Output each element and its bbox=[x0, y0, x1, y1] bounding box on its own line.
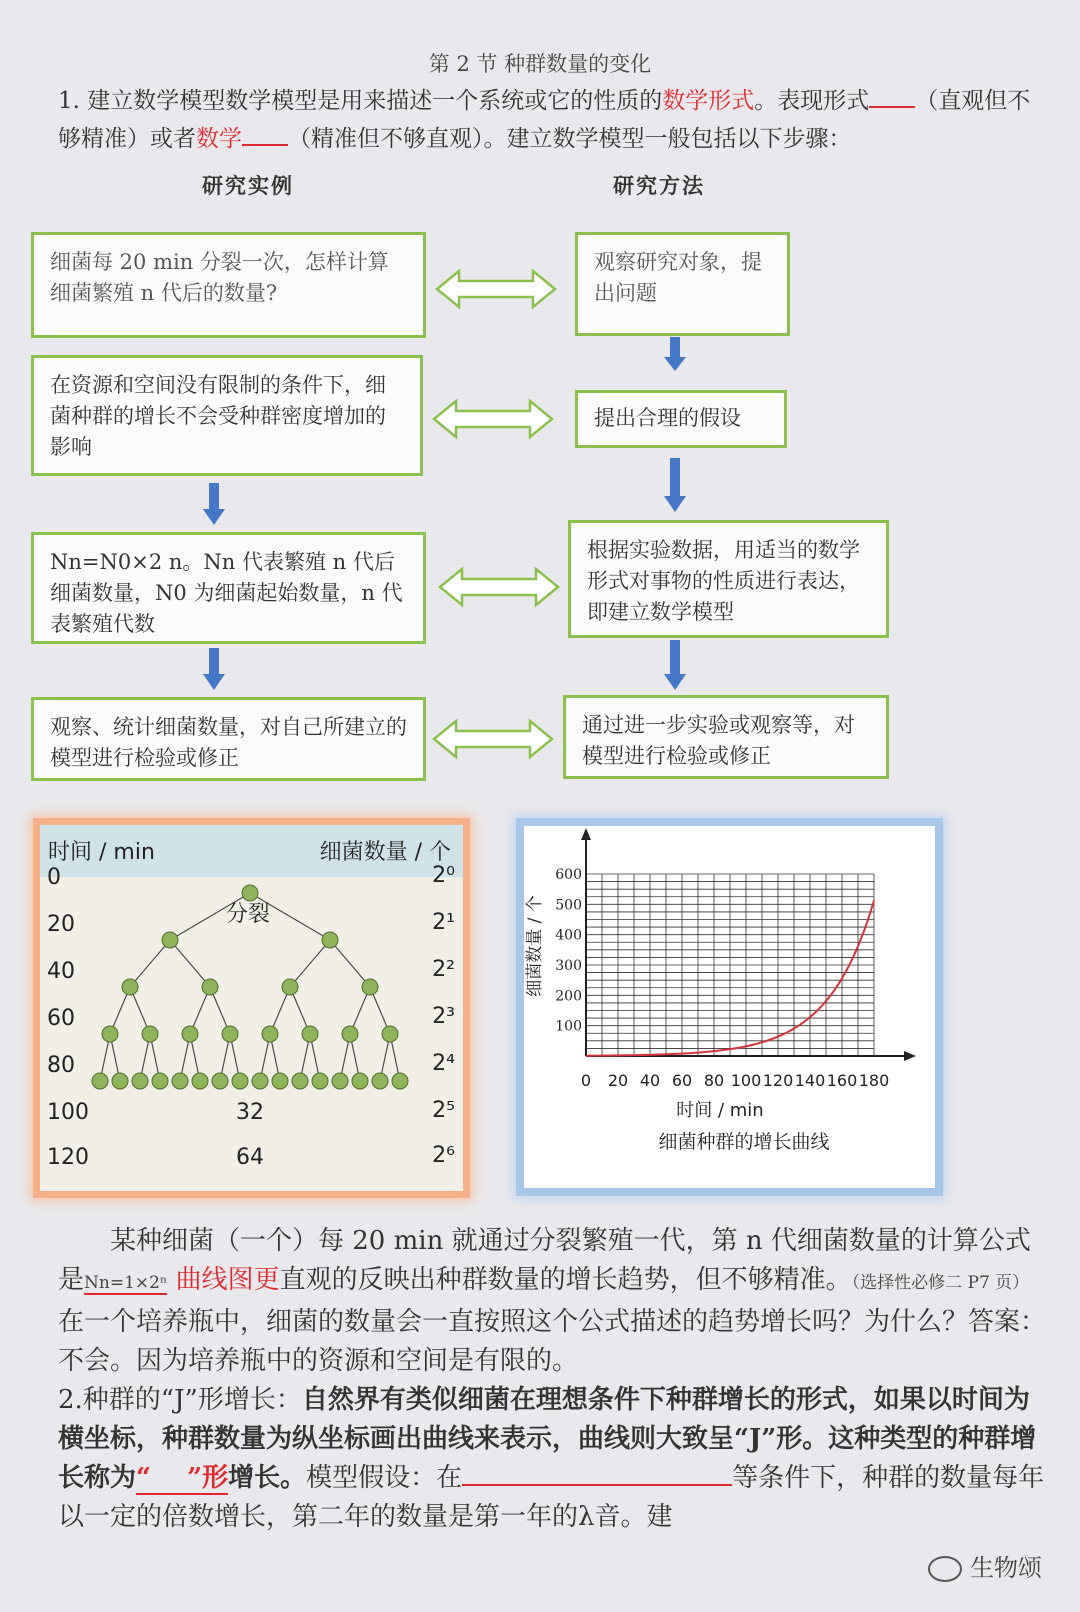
tree-branch bbox=[290, 940, 330, 987]
count-value-120: 64 bbox=[236, 1145, 264, 1170]
x-tick-label: 20 bbox=[607, 1071, 629, 1090]
body-line1b: 直观的反映出种群数量的增长趋势，但不够精准。 bbox=[279, 1265, 852, 1295]
bacterium-cell bbox=[232, 1073, 248, 1089]
power-label: 2³ bbox=[432, 1004, 455, 1029]
example-box-3: Nn=N0×2 n。Nn 代表繁殖 n 代后细菌数量，N0 为细菌起始数量，n 代表繁殖代数 bbox=[31, 532, 426, 644]
bacterium-cell bbox=[132, 1073, 148, 1089]
sec2-tail1: 模型假设：在 bbox=[306, 1463, 463, 1493]
time-label: 20 bbox=[47, 912, 75, 937]
section-2 bbox=[58, 1381, 1048, 1537]
y-axis-arrow-icon bbox=[581, 828, 591, 840]
example-box-4: 观察、统计细菌数量，对自己所建立的模型进行检验或修正 bbox=[31, 697, 426, 781]
blank-2 bbox=[242, 122, 288, 146]
power-label: 2⁰ bbox=[432, 863, 455, 888]
method-box-2: 提出合理的假设 bbox=[575, 390, 787, 448]
blank-1 bbox=[869, 84, 915, 108]
x-tick-label: 40 bbox=[639, 1071, 661, 1090]
example-box-1: 细菌每 20 min 分裂一次，怎样计算细菌繁殖 n 代后的数量? bbox=[31, 232, 426, 338]
time-label: 60 bbox=[47, 1006, 75, 1031]
sec2-red-blank: “ ”形 bbox=[136, 1463, 229, 1493]
bacterium-cell bbox=[392, 1073, 408, 1089]
intro-suffix: （精准但不够直观）。建立数学模型一般包括以下步骤： bbox=[288, 126, 852, 152]
sec2-tail2: 等条件下，种群的数量每年以一定的倍数增长，第二年的数量是第一年的λ音。建 bbox=[58, 1463, 1045, 1532]
bacterium-cell bbox=[272, 1073, 288, 1089]
down-arrow-icon bbox=[203, 483, 225, 525]
x-tick-label: 160 bbox=[826, 1071, 858, 1090]
bacterium-cell bbox=[102, 1026, 118, 1042]
bacterium-cell bbox=[312, 1073, 328, 1089]
down-arrow-icon bbox=[203, 648, 225, 690]
x-tick-label: 140 bbox=[794, 1071, 826, 1090]
down-arrow-icon bbox=[664, 337, 686, 371]
bacterium-cell bbox=[282, 979, 298, 995]
bacterium-cell bbox=[252, 1073, 268, 1089]
power-label: 2² bbox=[432, 957, 455, 982]
y-tick-label: 600 bbox=[555, 867, 582, 883]
bacterium-cell bbox=[382, 1026, 398, 1042]
body-paragraph bbox=[58, 1222, 1048, 1537]
tree-branch bbox=[170, 940, 210, 987]
power-label: 2¹ bbox=[432, 910, 455, 935]
bacterium-cell bbox=[362, 979, 378, 995]
bacterium-cell bbox=[112, 1073, 128, 1089]
column-head-methods: 研究方法 bbox=[613, 173, 705, 198]
bacterium-cell bbox=[142, 1026, 158, 1042]
down-arrow-icon bbox=[664, 458, 686, 512]
bacterium-cell bbox=[222, 1026, 238, 1042]
x-axis-arrow-icon bbox=[904, 1051, 916, 1061]
intro-red-math-form: 数学形式 bbox=[662, 88, 755, 114]
intro-mid1: 。表现形式 bbox=[754, 88, 870, 114]
split-label: 分裂 bbox=[226, 902, 271, 927]
bacterium-cell bbox=[202, 979, 218, 995]
time-label: 100 bbox=[47, 1100, 89, 1125]
body-line2: 在一个培养瓶中，细菌的数量会一直按照这个公式描述的趋势增长吗？为什么？答案：不会。因为培养瓶中的资源和空间是有限的。 bbox=[58, 1307, 1047, 1376]
count-value-100: 32 bbox=[236, 1100, 264, 1125]
power-label: 2⁵ bbox=[432, 1098, 455, 1123]
sec2-lead: 2.种群的“J”形增长： bbox=[58, 1385, 302, 1415]
x-tick-label: 180 bbox=[858, 1071, 890, 1090]
x-tick-label: 80 bbox=[703, 1071, 725, 1090]
section-title: 第 2 节 种群数量的变化 bbox=[428, 52, 652, 76]
tree-branch bbox=[330, 940, 370, 987]
growth-chart-figure bbox=[516, 818, 943, 1196]
x-tick-label: 0 bbox=[580, 1071, 592, 1090]
x-axis-label: 时间 / min bbox=[676, 1100, 764, 1121]
sec2-bold2: 增长。 bbox=[228, 1463, 307, 1493]
bacterium-cell bbox=[172, 1073, 188, 1089]
intro-paragraph bbox=[58, 82, 1048, 158]
watermark-logo bbox=[928, 1548, 1042, 1583]
blank-3 bbox=[462, 1462, 732, 1486]
bacterium-cell bbox=[212, 1073, 228, 1089]
x-tick-label: 60 bbox=[671, 1071, 693, 1090]
x-tick-label: 120 bbox=[762, 1071, 794, 1090]
body-line1: 某种细菌（一个）每 20 min 就通过分裂繁殖一代，第 n 代细菌数量的计算公式是 bbox=[58, 1226, 1031, 1295]
bacterium-cell bbox=[372, 1073, 388, 1089]
time-label: 40 bbox=[47, 959, 75, 984]
formula-text: Nn=1×2ⁿ bbox=[84, 1273, 168, 1293]
y-tick-label: 500 bbox=[555, 897, 582, 914]
tree-branch bbox=[130, 940, 170, 987]
time-label: 120 bbox=[47, 1145, 89, 1170]
bacterium-cell bbox=[92, 1073, 108, 1089]
bacterium-cell bbox=[192, 1073, 208, 1089]
bacterium-cell bbox=[352, 1073, 368, 1089]
method-box-4: 通过进一步实验或观察等，对模型进行检验或修正 bbox=[563, 695, 889, 779]
y-axis-label: 细菌数量 / 个 bbox=[525, 895, 545, 997]
method-box-3: 根据实验数据，用适当的数学形式对事物的性质进行表达，即建立数学模型 bbox=[568, 520, 889, 638]
bacterium-cell bbox=[152, 1073, 168, 1089]
double-arrow-icon bbox=[435, 268, 557, 310]
x-tick-label: 100 bbox=[730, 1071, 762, 1090]
table-header bbox=[40, 825, 463, 877]
y-tick-label: 200 bbox=[555, 988, 582, 1005]
time-label: 80 bbox=[47, 1053, 75, 1078]
bacterium-cell bbox=[332, 1073, 348, 1089]
red-curve-text: 曲线图更 bbox=[175, 1265, 280, 1295]
watermark-text: 生物颂 bbox=[970, 1554, 1042, 1582]
column-head-examples: 研究实例 bbox=[202, 173, 294, 198]
y-tick-label: 400 bbox=[555, 927, 582, 944]
chart-title: 细菌种群的增长曲线 bbox=[658, 1131, 830, 1153]
intro-red-math: 数学 bbox=[196, 126, 242, 152]
sec2-bold: 自然界有类似细菌在理想条件下种群增长的形式，如果以时间为横坐标，种群数量为纵坐标画出曲线来表示，曲线则大致呈“J”形。这种类型的种群增长称为 bbox=[58, 1385, 1037, 1493]
bacterium-cell bbox=[302, 1026, 318, 1042]
y-tick-label: 100 bbox=[555, 1018, 582, 1035]
reference-text: （选择性必修二 P7 页） bbox=[851, 1273, 1030, 1293]
intro-prefix: 1. 建立数学模型数学模型是用来描述一个系统或它的性质的 bbox=[58, 88, 663, 114]
double-arrow-icon bbox=[438, 566, 560, 608]
bacterium-cell bbox=[262, 1026, 278, 1042]
bacterium-cell bbox=[342, 1026, 358, 1042]
bacterium-cell bbox=[122, 979, 138, 995]
growth-chart-svg bbox=[524, 826, 935, 1188]
chat-bubble-icon bbox=[928, 1556, 962, 1582]
power-label: 2⁶ bbox=[432, 1143, 455, 1168]
bacterium-cell bbox=[182, 1026, 198, 1042]
power-label: 2⁴ bbox=[432, 1051, 455, 1076]
division-tree-figure bbox=[33, 818, 470, 1198]
intro-mid2: （直观但不够精准）或者 bbox=[58, 88, 1031, 152]
double-arrow-icon bbox=[432, 718, 554, 760]
time-column-label: 时间 / min bbox=[48, 840, 155, 865]
y-tick-label: 300 bbox=[555, 958, 582, 974]
bacterium-cell bbox=[162, 932, 178, 948]
example-box-2: 在资源和空间没有限制的条件下，细菌种群的增长不会受种群密度增加的影响 bbox=[31, 355, 423, 476]
time-label: 0 bbox=[47, 865, 61, 890]
method-box-1: 观察研究对象，提出问题 bbox=[575, 232, 790, 336]
double-arrow-icon bbox=[432, 398, 554, 440]
bacterium-cell bbox=[322, 932, 338, 948]
count-column-label: 细菌数量 / 个 bbox=[319, 840, 451, 865]
bacterium-cell bbox=[292, 1073, 308, 1089]
down-arrow-icon bbox=[664, 640, 686, 690]
